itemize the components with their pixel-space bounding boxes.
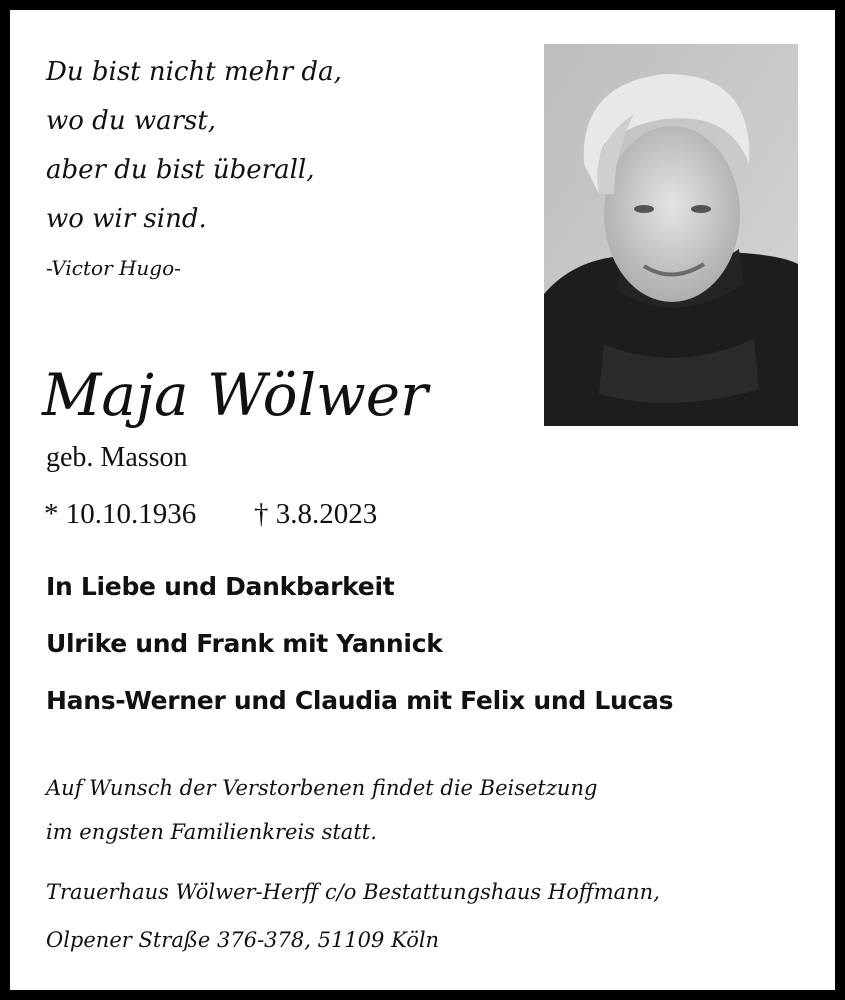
note-line: im engsten Familienkreis statt. <box>46 820 377 844</box>
obituary-card <box>10 10 835 990</box>
address-line: Trauerhaus Wölwer-Herff c/o Bestattungshaus Hoffmann, <box>46 880 660 904</box>
family-line: Ulrike und Frank mit Yannick <box>46 629 443 658</box>
family-line: Hans-Werner und Claudia mit Felix und Lucas <box>46 686 674 715</box>
poem-author: -Victor Hugo- <box>46 256 181 280</box>
condolence-address <box>46 868 660 964</box>
deceased-name: Maja Wölwer <box>42 361 428 429</box>
death-date: † 3.8.2023 <box>254 498 378 530</box>
maiden-name: geb. Masson <box>46 442 188 473</box>
portrait-photo <box>544 44 798 426</box>
poem-line: wo wir sind. <box>46 204 207 234</box>
poem-line: Du bist nicht mehr da, <box>46 57 342 87</box>
poem-line: wo du warst, <box>46 106 217 136</box>
address-line: Olpener Straße 376-378, 51109 Köln <box>46 928 440 952</box>
birth-date: * 10.10.1936 <box>44 498 197 530</box>
family-line: In Liebe und Dankbarkeit <box>46 572 395 601</box>
poem-line: aber du bist überall, <box>46 155 315 185</box>
note-line: Auf Wunsch der Verstorbenen findet die Beisetzung <box>46 776 598 800</box>
family-signatures <box>46 558 673 729</box>
burial-note <box>46 766 597 854</box>
poem <box>46 48 342 244</box>
life-dates <box>44 498 378 531</box>
